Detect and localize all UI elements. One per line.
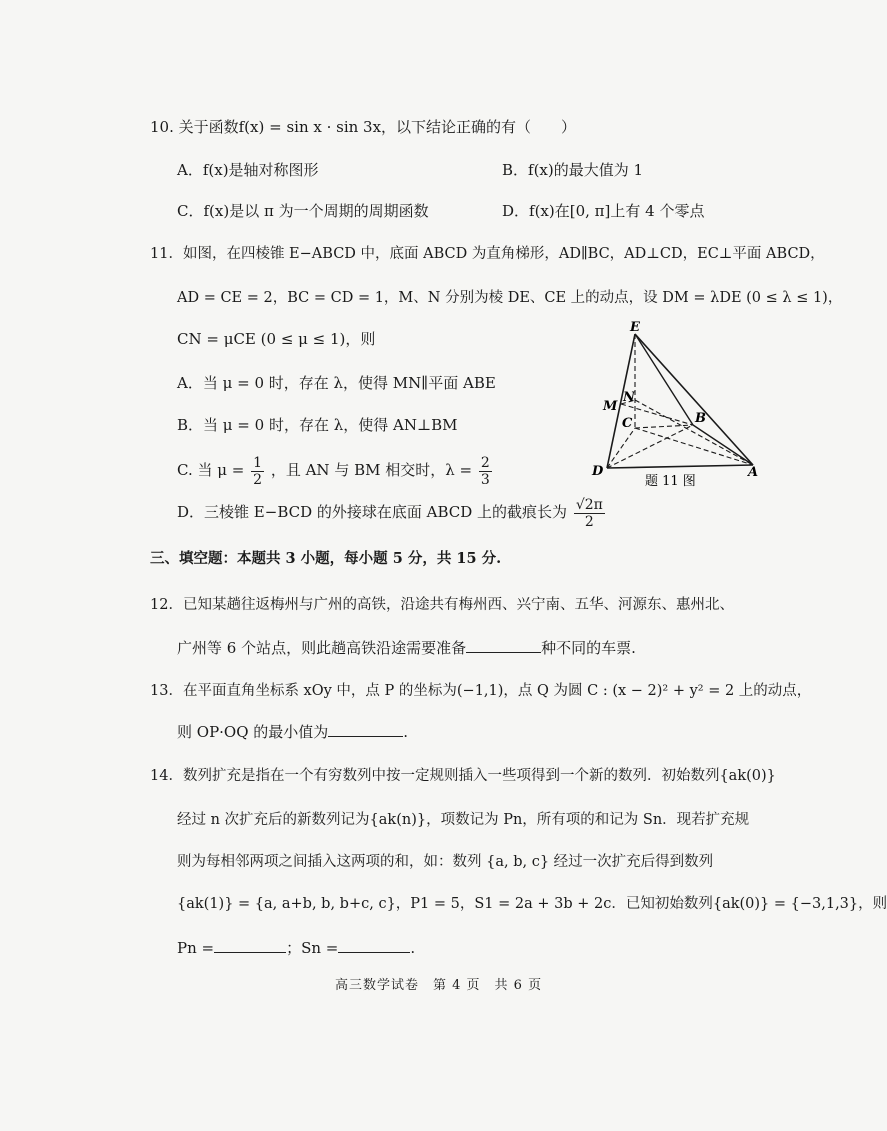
figure-caption: 题 11 图 xyxy=(645,474,696,489)
q11-option-b: B．当 μ = 0 时，存在 λ，使得 AN⊥BM xyxy=(177,416,458,434)
q14-line2: 经过 n 次扩充后的新数列记为{ak(n)}，项数记为 Pn，所有项的和记为 Sn．现若扩充规 xyxy=(177,812,750,828)
edge-EB xyxy=(635,334,693,425)
q10-option-c: C．f(x)是以 π 为一个周期的周期函数 xyxy=(177,202,429,220)
q13-line1: 13．在平面直角坐标系 xOy 中，点 P 的坐标为(−1,1)，点 Q 为圆 C : (x − 2)² + y² = 2 上的动点， xyxy=(150,683,812,699)
q14-line5-end: . xyxy=(410,939,416,957)
q12-line2-suffix: 种不同的车票. xyxy=(541,639,636,657)
q11-line2: AD = CE = 2，BC = CD = 1，M、N 分别为棱 DE、CE 上的动点，设 DM = λDE (0 ≤ λ ≤ 1)， xyxy=(177,290,843,306)
q11-d-frac-den: 2 xyxy=(584,513,594,530)
q12-answer-blank[interactable] xyxy=(466,638,541,653)
label-A: A xyxy=(748,465,759,480)
q11-c-frac2-num: 2 xyxy=(480,454,490,471)
q10-option-d: D．f(x)在[0, π]上有 4 个零点 xyxy=(502,202,705,220)
edge-DB xyxy=(607,425,693,468)
q13-line2 xyxy=(177,721,408,743)
edge-NA xyxy=(635,400,753,465)
q11-line1: 11．如图，在四棱锥 E−ABCD 中，底面 ABCD 为直角梯形，AD∥BC，AD⊥CD，EC⊥平面 ABCD， xyxy=(150,246,825,262)
q11-d-prefix: D．三棱锥 E−BCD 的外接球在底面 ABCD 上的截痕长为 xyxy=(177,503,568,521)
q12-line1: 12．已知某趟往返梅州与广州的高铁，沿途共有梅州西、兴宁南、五华、河源东、惠州北、 xyxy=(150,597,734,613)
q11-c-prefix: C. 当 μ = xyxy=(177,461,245,479)
q10-stem: 10. 关于函数f(x) = sin x · sin 3x，以下结论正确的有（ ） xyxy=(150,118,577,136)
q11-option-a: A．当 μ = 0 时，存在 λ，使得 MN∥平面 ABE xyxy=(177,374,496,392)
q10-option-a: A．f(x)是轴对称图形 xyxy=(177,161,319,179)
q11-c-frac2-den: 3 xyxy=(480,471,490,488)
q11-c-frac1 xyxy=(251,455,264,488)
q14-pn-blank[interactable] xyxy=(214,938,286,953)
q11-option-d xyxy=(177,494,607,530)
q11-line3: CN = μCE (0 ≤ μ ≤ 1)，则 xyxy=(177,330,376,348)
label-M: M xyxy=(603,399,618,414)
q13-line2-suffix: . xyxy=(403,723,409,741)
q10-option-b: B．f(x)的最大值为 1 xyxy=(502,161,644,179)
q14-line3: 则为每相邻两项之间插入这两项的和，如：数列 {a, b, c} 经过一次扩充后得到数列 xyxy=(177,854,714,870)
q14-sn-blank[interactable] xyxy=(338,938,410,953)
q14-line1: 14．数列扩充是指在一个有穷数列中按一定规则插入一些项得到一个新的数列．初始数列{ak(0)} xyxy=(150,768,776,784)
q14-line5 xyxy=(177,937,415,959)
q13-answer-blank[interactable] xyxy=(328,722,403,737)
label-N: N xyxy=(623,390,635,405)
page-footer: 高三数学试卷 第 4 页 共 6 页 xyxy=(335,978,543,993)
q11-d-frac-num: √2π xyxy=(575,496,603,513)
q13-line2-prefix: 则 OP·OQ 的最小值为 xyxy=(177,723,329,741)
q11-c-frac1-num: 1 xyxy=(253,454,263,471)
label-C: C xyxy=(622,416,633,431)
edge-DA xyxy=(607,465,753,468)
section-3-heading: 三、填空题：本题共 3 小题，每小题 5 分，共 15 分. xyxy=(150,550,502,567)
q11-c-frac1-den: 2 xyxy=(253,471,263,488)
q12-line2-prefix: 广州等 6 个站点，则此趟高铁沿途需要准备 xyxy=(177,639,467,657)
q11-c-frac2 xyxy=(479,455,492,488)
q14-sn-label: ；Sn = xyxy=(286,939,339,957)
q11-pyramid-figure xyxy=(585,318,765,493)
q14-pn-label: Pn = xyxy=(177,939,215,957)
q11-d-frac xyxy=(574,497,605,530)
q11-c-middle: ，且 AN 与 BM 相交时，λ = xyxy=(270,461,473,479)
q12-line2 xyxy=(177,637,636,659)
q11-option-c xyxy=(177,452,494,488)
label-D: D xyxy=(592,464,604,479)
q14-line4: {ak(1)} = {a, a+b, b, b+c, c}，P1 = 5，S1 = 2a + 3b + 2c．已知初始数列{ak(0)} = {−3,1,3}，则 xyxy=(177,896,887,912)
label-E: E xyxy=(630,320,640,335)
label-B: B xyxy=(695,411,706,426)
